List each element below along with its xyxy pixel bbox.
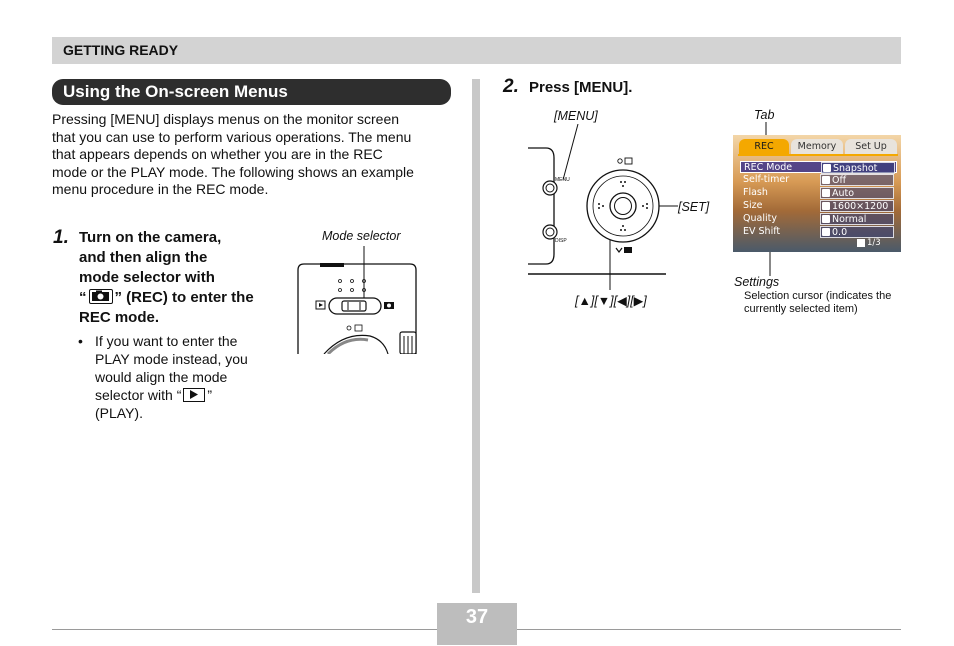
- tab-memory[interactable]: Memory: [791, 139, 843, 154]
- mode-selector-illustration: [296, 244, 418, 354]
- disp-button-label: DISP: [555, 238, 567, 244]
- menu-row-label: EV Shift: [743, 226, 781, 237]
- menu-row-quality[interactable]: [740, 213, 897, 225]
- column-divider: [472, 79, 480, 593]
- menu-row-value: 0.0: [820, 226, 894, 238]
- intro-line: menu procedure in the REC mode.: [52, 181, 269, 198]
- row-arrow-icon: [822, 228, 830, 236]
- menu-row-label: Size: [743, 200, 763, 211]
- camera-back-illustration: [528, 124, 706, 292]
- row-arrow-icon: [822, 202, 830, 210]
- tab-rec[interactable]: REC: [739, 139, 789, 154]
- bullet-line: PLAY mode instead, you: [95, 351, 248, 367]
- settings-caption: Settings: [734, 275, 780, 289]
- menu-row-self-timer[interactable]: [740, 174, 897, 186]
- menu-row-value: 1600×1200: [820, 200, 894, 212]
- step1-quote-open: “: [79, 289, 87, 306]
- tab-underline: [738, 154, 898, 156]
- cursor-note-line: currently selected item): [744, 303, 858, 315]
- menu-row-flash[interactable]: [740, 187, 897, 199]
- section-title: Using the On-screen Menus: [52, 79, 451, 105]
- step2-instruction: Press [MENU].: [529, 79, 633, 96]
- page-number: 37: [437, 603, 517, 632]
- camera-rec-icon: [89, 289, 113, 304]
- row-arrow-icon: [822, 176, 830, 184]
- bullet-line: If you want to enter the: [95, 333, 238, 349]
- menu-row-ev-shift[interactable]: [740, 226, 897, 238]
- page-number-tab: [437, 632, 517, 645]
- menu-screen: [733, 135, 901, 252]
- bullet-selector-text: selector with “: [95, 387, 182, 403]
- row-arrow-icon: [822, 189, 830, 197]
- step1-line: and then align the: [79, 249, 208, 266]
- row-arrow-icon: [823, 164, 831, 172]
- bullet-note: [95, 332, 280, 422]
- menu-row-label: REC Mode: [744, 162, 793, 173]
- row-arrow-icon: [822, 215, 830, 223]
- tab-caption: Tab: [754, 108, 775, 122]
- menu-row-value: Auto: [820, 187, 894, 199]
- mode-selector-caption: Mode selector: [322, 229, 401, 243]
- step2-number: 2.: [503, 76, 519, 97]
- step1-line: REC mode.: [79, 309, 160, 326]
- bullet-marker: •: [78, 333, 83, 349]
- intro-line: Pressing [MENU] displays menus on the monitor screen: [52, 111, 400, 127]
- arrows-caption: [▲][▼][◀][▶]: [575, 294, 647, 308]
- menu-row-value: Off: [820, 174, 894, 186]
- play-mode-icon: [183, 388, 205, 402]
- bullet-line: [95, 386, 280, 404]
- set-caption: [SET]: [678, 200, 710, 214]
- menu-row-label: Self-timer: [743, 174, 790, 185]
- intro-line: that you can use to perform various operations. The menu: [52, 128, 412, 145]
- cursor-note-line: Selection cursor (indicates the: [744, 290, 892, 302]
- bullet-quote-close: ”: [207, 387, 213, 403]
- intro-paragraph: [52, 111, 452, 199]
- menu-row-rec-mode[interactable]: [740, 161, 897, 173]
- step1-line: mode selector with: [79, 269, 215, 286]
- menu-caption: [MENU]: [554, 109, 598, 123]
- menu-row-value: Snapshot: [821, 162, 895, 174]
- bullet-line: would align the mode: [95, 369, 228, 385]
- section-header: GETTING READY: [52, 37, 901, 64]
- step1-number: 1.: [53, 227, 69, 248]
- cursor-note: [744, 290, 891, 316]
- step1-instruction: [79, 228, 279, 328]
- intro-line: that appears depends on whether you are in the REC: [52, 146, 383, 163]
- step1-rec-text: ” (REC) to enter the: [114, 289, 254, 306]
- step1-line: [79, 288, 279, 308]
- menu-row-label: Flash: [743, 187, 768, 198]
- menu-button-label: MENU: [555, 177, 570, 183]
- intro-line: mode or the PLAY mode. The following shows an example: [52, 163, 414, 180]
- menu-row-size[interactable]: [740, 200, 897, 212]
- tab-setup[interactable]: Set Up: [845, 139, 897, 154]
- page-indicator: 1/3: [867, 238, 881, 248]
- bullet-line: (PLAY).: [95, 405, 143, 421]
- menu-row-label: Quality: [743, 213, 777, 224]
- menu-row-value: Normal: [820, 213, 894, 225]
- step1-line: Turn on the camera,: [79, 229, 222, 246]
- page-scroll-icon: [857, 239, 865, 247]
